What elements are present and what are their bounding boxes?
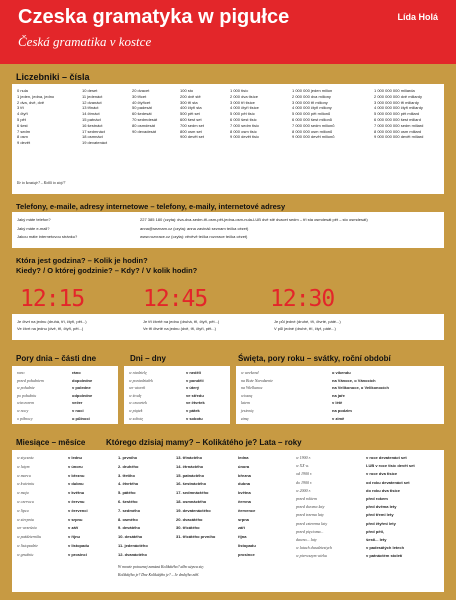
date-ordinal: 1. prvního	[118, 455, 138, 460]
date-ordinal: 13. třináctého	[176, 455, 203, 460]
numbers-note: Ile to kosztuje? – Kolik to stojí?	[17, 181, 66, 185]
date-ordinal: 6. šestého	[118, 498, 138, 504]
years-cs	[366, 454, 415, 561]
number-item: 4 000 čtyři tisíce	[230, 105, 259, 111]
number-item: 600 šest set	[180, 116, 202, 122]
dates-col-1	[118, 454, 148, 560]
number-item: 7 000 000 sedm milionů	[292, 122, 335, 128]
time-note: Je čtvrt na jednu (druhá, tři, čtyři, pět...)	[17, 319, 87, 324]
year-cs: v roce dva tisíce	[366, 471, 398, 477]
number-item: 1 000 tisíc	[230, 88, 249, 93]
date-ordinal: 2. druhého	[118, 463, 139, 469]
daypart-pl: rano	[17, 370, 25, 375]
year-pl: dawno... laty	[296, 537, 317, 543]
number-item: 6 000 šest tisíc	[230, 116, 257, 122]
daypart-cs: večer	[72, 400, 83, 406]
month-pl: w maju	[17, 490, 29, 496]
dayparts-heading: Pory dnia – části dne	[16, 354, 97, 363]
time-heading: Która jest godzina? – Kolik je hodin?	[16, 256, 148, 265]
holidays-pl	[241, 369, 273, 422]
date-ordinal: 12. dvanáctého	[118, 551, 147, 557]
number-item: 1 jeden, jedna, jedno	[17, 93, 55, 99]
day-cs: ve středu	[186, 392, 204, 398]
year-pl: do 1900 r.	[296, 479, 313, 485]
daypart-pl: przed południem	[17, 377, 44, 383]
year-cs: před pěti,	[366, 528, 385, 534]
clock-display-1: 12:15	[20, 286, 85, 312]
number-item: 2 dva, dvě, dvě	[17, 99, 45, 105]
number-item: 400 čtyři sta	[180, 105, 202, 111]
daypart-cs: ráno	[72, 370, 81, 375]
date-ordinal: 4. čtvrtého	[118, 481, 139, 487]
days-pl	[129, 369, 153, 422]
time-note: Je tři čtvrtě na jednu (druhá, tři, čtyři, pět...)	[143, 319, 220, 324]
year-cs: od roku devatenáct set	[366, 479, 410, 485]
month-pl: w październiku	[17, 534, 42, 540]
date-ordinal: 3. třetího	[118, 472, 135, 478]
day-cs: v úterý	[186, 385, 200, 391]
number-item: 5 000 000 pět milionů	[292, 111, 331, 117]
time-note-1	[17, 318, 87, 332]
month-cs: v lednu	[68, 455, 83, 460]
contacts-panel	[12, 212, 444, 248]
day-pl: we wtorek	[129, 385, 146, 391]
holiday-cs: na jaře	[332, 392, 345, 398]
dates-heading: Którego dzisiaj mamy? – Kolikátého je? Lata – roky	[106, 438, 302, 447]
month-pl: w lipcu	[17, 507, 29, 513]
number-item: 9 000 devět tisíc	[230, 134, 260, 140]
holiday-pl: jesienią	[241, 407, 254, 413]
number-item: 7 000 000 000 sedm miliard	[374, 122, 424, 128]
day-pl: w poniedziałek	[129, 377, 153, 383]
number-item: 14 čtrnáct	[82, 111, 100, 117]
time-notes-panel	[12, 314, 444, 340]
number-item: 900 devět set	[180, 134, 205, 140]
holiday-cs: o víkendu	[332, 370, 351, 375]
time-note: Je půl jedné (druhé, tří, čtvrté, páté...)	[274, 319, 341, 324]
number-item: 5 000 000 000 pět miliard	[374, 111, 420, 117]
dates-note-1: W mowie potocznej zamiast Kolikátého? albo używa się:	[118, 565, 205, 569]
year-pl: przed czterema laty	[296, 520, 328, 526]
year-cs: v padesátých letech	[366, 545, 405, 551]
number-item: 500 pět set	[180, 111, 200, 117]
daypart-pl: po południu	[17, 392, 37, 398]
number-item: 6 000 000 000 šest miliard	[374, 116, 421, 122]
year-cs: před dvěma lety	[366, 504, 397, 510]
author-name: Lída Holá	[397, 12, 438, 22]
number-item: 9 devět	[17, 140, 31, 146]
years-pl	[296, 454, 332, 561]
date-month: listopadu	[238, 542, 256, 548]
number-item: 100 sto	[180, 88, 194, 93]
number-item: 3 000 000 tři miliony	[292, 99, 328, 105]
number-item: 90 devadesát	[132, 128, 157, 134]
year-pl: przed trzema laty	[296, 512, 324, 518]
dates-col-2	[176, 454, 215, 542]
year-cs: LUB v roce tisíc devět set	[366, 463, 415, 469]
holidays-heading: Święta, pory roku – svátky, roční období	[238, 354, 391, 363]
year-pl: przed dwoma laty	[296, 504, 325, 510]
number-item: 1 000 000 000 miliarda	[374, 88, 415, 93]
date-ordinal: 30. třicátého	[176, 525, 200, 531]
day-cs: v sobotu	[186, 415, 203, 421]
year-pl: przed rokiem	[296, 496, 317, 502]
year-cs: před rokem	[366, 496, 388, 502]
year-cs: před čtyřmi lety	[366, 520, 396, 526]
date-ordinal: 19. devatenáctého	[176, 507, 211, 513]
numbers-col-7	[374, 88, 423, 140]
calendar-panel	[12, 450, 444, 592]
date-ordinal: 14. čtrnáctého	[176, 463, 204, 469]
year-pl: od 1900 r.	[296, 471, 313, 477]
date-ordinal: 7. sedmého	[118, 507, 141, 513]
date-ordinal: 8. osmého	[118, 516, 138, 522]
number-item: 4 000 000 čtyři miliony	[292, 105, 332, 111]
number-item: 9 000 000 000 devět miliard	[374, 134, 424, 140]
date-ordinal: 18. osmnáctého	[176, 498, 207, 504]
time-note-3	[274, 318, 341, 332]
month-cs: v dubnu	[68, 481, 84, 487]
month-cs: v únoru	[68, 463, 83, 469]
holiday-cs: na Velikonoce, o Velikonocích	[332, 385, 389, 391]
daypart-cs: dopoledne	[72, 377, 93, 383]
month-pl: w sierpniu	[17, 516, 34, 522]
contacts-heading: Telefony, e-maile, adresy internetowe – telefony, e-maily, internetové adresy	[16, 202, 286, 211]
time-heading-2: Kiedy? / O której godzinie? – Kdy? / V kolik hodin?	[16, 266, 198, 275]
numbers-col-4	[180, 88, 204, 140]
number-item: 6 šest	[17, 122, 28, 128]
month-cs: v květnu	[68, 490, 85, 496]
date-month: září	[238, 525, 245, 531]
number-item: 60 šedesát	[132, 111, 152, 117]
daypart-cs: v poledne	[72, 385, 91, 391]
months-heading: Miesiące – měsíce	[16, 438, 86, 447]
holiday-pl: w weekend	[241, 370, 259, 375]
number-item: 8 000 000 osm milionů	[292, 128, 333, 134]
month-pl: w lutym	[17, 463, 30, 469]
holidays-panel	[236, 366, 444, 424]
dayparts-panel	[12, 366, 118, 424]
month-cs: v březnu	[68, 472, 85, 478]
year-cs: v roce devatenáct set	[366, 455, 407, 460]
year-pl: w latach dwudziestych	[296, 545, 332, 551]
time-note: Ve čtvrt na jednu (dvě, tři, čtyři, pět...)	[17, 326, 84, 331]
numbers-col-2	[82, 88, 107, 146]
holiday-cs: na Vánoce, o Vánocích	[332, 377, 376, 383]
daypart-cs: odpoledne	[72, 392, 93, 398]
contact-answer: 227 385 180 (czytaj: dva-dva-sedm-tři-osm-pět-jedna-osm-nula-LUB dvě stě dvacet sedm – tři sta osmdesát pět – sto osmdesát)	[140, 217, 368, 222]
month-pl: w czerwcu	[17, 498, 34, 504]
number-item: 17 sedmnáct	[82, 128, 105, 134]
number-item: 8 osm	[17, 134, 28, 140]
numbers-col-1	[17, 88, 54, 146]
number-item: 800 osm set	[180, 128, 202, 134]
number-item: 50 padesát	[132, 105, 152, 111]
holiday-pl: wiosną	[241, 392, 253, 398]
number-item: 4 čtyři	[17, 111, 28, 117]
month-pl: w grudniu	[17, 551, 34, 557]
date-ordinal: 16. šestnáctého	[176, 481, 207, 487]
month-cs: v prosinci	[68, 551, 87, 557]
days-panel	[124, 366, 230, 424]
numbers-panel	[12, 84, 444, 194]
dates-note-2: Kolikátýho je? Dne Kolikátýho je? – Je druhýho září.	[118, 573, 200, 577]
number-item: 9 000 000 devět milionů	[292, 134, 335, 140]
contact-question: Jakou máte internetovou stránku?	[17, 234, 78, 239]
number-item: 2 000 dva tisíce	[230, 93, 259, 99]
contact-answer: www.rozvrace.cz (czytaj: věvěvě tečka rozvrace tečka cézet)	[140, 234, 248, 239]
time-note: V půl jedné (druhé, tří, čtyř, páté...)	[274, 326, 336, 331]
number-item: 16 šestnáct	[82, 122, 103, 128]
month-pl: w marcu	[17, 472, 31, 478]
holidays-cs	[332, 369, 389, 422]
numbers-col-3	[132, 88, 157, 134]
number-item: 5 pět	[17, 116, 26, 122]
number-item: 70 sedmdesát	[132, 116, 158, 122]
year-cs: před třemi lety	[366, 512, 394, 518]
day-cs: v pondělí	[186, 377, 204, 383]
date-month: srpna	[238, 516, 249, 522]
year-pl: w 1900 r.	[296, 455, 311, 460]
month-cs: v červnu	[68, 498, 85, 504]
contacts-questions	[17, 216, 77, 242]
number-item: 18 osmnáct	[82, 134, 103, 140]
time-note-2	[143, 318, 219, 332]
number-item: 300 tři sta	[180, 99, 198, 105]
daypart-pl: w południe	[17, 385, 35, 391]
number-item: 2 000 000 dva miliony	[292, 93, 331, 99]
holiday-pl: na Boże Narodzenie	[241, 377, 274, 383]
months-cs	[68, 454, 89, 560]
number-item: 3 000 000 000 tři miliardy	[374, 99, 419, 105]
dates-col-3	[238, 454, 256, 560]
daypart-pl: w nocy	[17, 407, 29, 413]
date-month: prosince	[238, 551, 255, 557]
number-item: 12 dvanáct	[82, 99, 102, 105]
page-title: Czeska gramatyka w pigułce	[18, 6, 290, 28]
number-item: 6 000 000 šest milionů	[292, 116, 333, 122]
month-pl: w listopadzie	[17, 542, 39, 548]
date-month: ledna	[238, 455, 249, 460]
contact-question: Jaký máte e-mail?	[17, 225, 50, 231]
year-pl: w 2000 r.	[296, 487, 311, 493]
daypart-cs: o půlnoci	[72, 415, 90, 421]
date-month: dubna	[238, 481, 250, 487]
holiday-pl: zimą	[241, 415, 249, 421]
date-month: června	[238, 498, 251, 504]
contact-question: Jaký máte telefon?	[17, 217, 51, 222]
day-pl: w niedzielę	[129, 370, 147, 375]
number-item: 8 000 000 000 osm miliard	[374, 128, 422, 134]
date-month: února	[238, 463, 250, 469]
month-cs: v červenci	[68, 507, 88, 513]
date-ordinal: 15. patnáctého	[176, 472, 205, 478]
month-cs: v září	[68, 525, 79, 531]
holiday-pl: latem	[241, 400, 250, 406]
header-banner	[0, 0, 456, 64]
number-item: 200 dvě stě	[180, 93, 201, 99]
dayparts-pl	[17, 369, 44, 422]
clock-display-2: 12:45	[143, 286, 208, 312]
holiday-pl: na Wielkanoc	[241, 385, 263, 391]
holiday-cs: v létě	[332, 400, 343, 406]
day-pl: w środę	[129, 392, 142, 398]
year-cs: v patnáctém století	[366, 553, 403, 559]
number-item: 80 osmdesát	[132, 122, 155, 128]
year-cs: šesti... lety	[366, 537, 387, 543]
number-item: 10 deset	[82, 88, 98, 93]
number-item: 3 tři	[17, 105, 24, 111]
date-ordinal: 9. devátého	[118, 525, 141, 531]
page-subtitle: Česká gramatika v kostce	[18, 34, 152, 49]
daypart-pl: o północy	[17, 415, 33, 421]
time-note: Ve tři čtvrtě na jednu (dvě, tři, čtyři, pět...)	[143, 326, 216, 331]
days-cs	[186, 369, 205, 422]
year-cs: do roku dva tisíce	[366, 487, 401, 493]
month-cs: v srpnu	[68, 516, 83, 522]
number-item: 0 nula	[17, 88, 28, 93]
date-ordinal: 31. třicátého prvního	[176, 534, 216, 540]
number-item: 3 000 tři tisíce	[230, 99, 255, 105]
months-pl	[17, 454, 41, 560]
number-item: 15 patnáct	[82, 116, 101, 122]
day-pl: w piątek	[129, 407, 143, 413]
number-item: 20 dvacet	[132, 88, 150, 93]
day-pl: w sobotę	[129, 415, 144, 421]
number-item: 5 000 pět tisíc	[230, 111, 255, 117]
number-item: 7 000 sedm tisíc	[230, 122, 260, 128]
number-item: 30 třicet	[132, 93, 147, 99]
month-pl: w kwietniu	[17, 481, 35, 487]
day-pl: w czwartek	[129, 400, 147, 406]
month-cs: v říjnu	[68, 534, 81, 540]
daypart-cs: v noci	[72, 407, 84, 413]
day-cs: ve čtvrtek	[186, 400, 205, 406]
number-item: 4 000 000 000 čtyři miliardy	[374, 105, 423, 111]
number-item: 40 čtyřicet	[132, 99, 151, 105]
numbers-col-6	[292, 88, 334, 140]
number-item: 19 devatenáct	[82, 140, 108, 146]
date-ordinal: 10. desátého	[118, 534, 143, 540]
date-ordinal: 5. pátého	[118, 490, 136, 496]
number-item: 2 000 000 000 dvě miliardy	[374, 93, 423, 99]
contacts-answers	[140, 216, 368, 242]
number-item: 11 jedenáct	[82, 93, 103, 99]
date-month: července	[238, 507, 256, 513]
numbers-heading: Liczebniki – čísla	[16, 72, 90, 82]
date-ordinal: 20. dvacátého	[176, 516, 203, 522]
year-pl: w XX w.	[296, 463, 309, 469]
dayparts-cs	[72, 369, 92, 422]
number-item: 8 000 osm tisíc	[230, 128, 257, 134]
year-pl: przed pięcioma...	[296, 528, 324, 534]
month-pl: w styczniu	[17, 455, 34, 460]
daypart-pl: wieczorem	[17, 400, 34, 406]
number-item: 7 sedm	[17, 128, 31, 134]
date-month: května	[238, 490, 251, 496]
days-heading: Dni – dny	[130, 354, 167, 363]
year-pl: w pierwszym wieku	[296, 553, 327, 559]
day-cs: v pátek	[186, 407, 200, 413]
date-ordinal: 11. jedenáctého	[118, 542, 148, 548]
month-cs: v listopadu	[68, 542, 90, 548]
holiday-cs: v zimě	[332, 415, 345, 421]
clock-display-3: 12:30	[270, 286, 335, 312]
date-month: března	[238, 472, 251, 478]
month-pl: we wrześniu	[17, 525, 37, 531]
number-item: 1 000 000 jeden milion	[292, 88, 333, 93]
contact-answer: anna@seznam.cz (czytaj: anna zavináč seznam tečka cézet)	[140, 225, 249, 231]
date-month: října	[238, 534, 247, 540]
holiday-cs: na podzim	[332, 407, 352, 413]
number-item: 700 sedm set	[180, 122, 205, 128]
date-ordinal: 17. sedmnáctého	[176, 490, 209, 496]
numbers-col-5	[230, 88, 259, 140]
day-cs: v neděli	[186, 370, 201, 375]
number-item: 13 třináct	[82, 105, 99, 111]
